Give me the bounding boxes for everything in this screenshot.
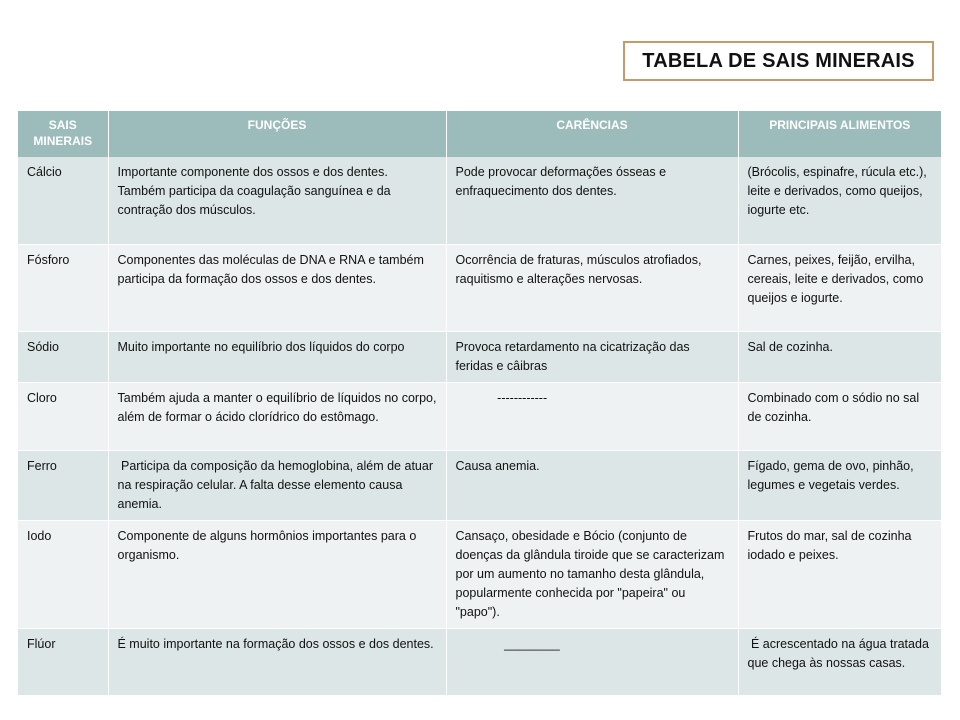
cell-alimentos: É acrescentado na água tratada que chega às nossas casas. (738, 628, 941, 695)
cell-funcoes: É muito importante na formação dos ossos e dos dentes. (108, 628, 446, 695)
header-funcoes: FUNÇÕES (108, 111, 446, 157)
table-row-calcio (18, 157, 941, 244)
cell-alimentos: Fígado, gema de ovo, pinhão, legumes e vegetais verdes. (738, 450, 941, 520)
cell-alimentos: Sal de cozinha. (738, 331, 941, 382)
cell-funcoes: Também ajuda a manter o equilíbrio de líquidos no corpo, além de formar o ácido clorídrico do estômago. (108, 382, 446, 450)
cell-alimentos: Carnes, peixes, feijão, ervilha, cereais, leite e derivados, como queijos e iogurte. (738, 244, 941, 331)
cell-mineral: Flúor (18, 628, 108, 695)
cell-carencias: Causa anemia. (446, 450, 738, 520)
cell-mineral: Iodo (18, 520, 108, 628)
table-row-iodo (18, 520, 941, 628)
table-row-sodio (18, 331, 941, 382)
cell-carencias: ________ (446, 628, 738, 695)
cell-mineral: Cloro (18, 382, 108, 450)
cell-funcoes: Componentes das moléculas de DNA e RNA e também participa da formação dos ossos e dos dentes. (108, 244, 446, 331)
table-row-fluor (18, 628, 941, 695)
cell-mineral: Fósforo (18, 244, 108, 331)
cell-carencias: ------------ (446, 382, 738, 450)
header-principais-alimentos: PRINCIPAIS ALIMENTOS (738, 111, 941, 157)
cell-funcoes: Muito importante no equilíbrio dos líquidos do corpo (108, 331, 446, 382)
table-row-fosforo (18, 244, 941, 331)
cell-mineral: Cálcio (18, 157, 108, 244)
cell-funcoes: Importante componente dos ossos e dos dentes. Também participa da coagulação sanguínea e da contração dos músculos. (108, 157, 446, 244)
cell-alimentos: Combinado com o sódio no sal de cozinha. (738, 382, 941, 450)
minerals-table (18, 111, 941, 696)
table-row-ferro (18, 450, 941, 520)
cell-funcoes: Participa da composição da hemoglobina, além de atuar na respiração celular. A falta desse elemento causa anemia. (108, 450, 446, 520)
cell-mineral: Sódio (18, 331, 108, 382)
cell-alimentos: (Brócolis, espinafre, rúcula etc.), leite e derivados, como queijos, iogurte etc. (738, 157, 941, 244)
header-sais-minerais: SAIS MINERAIS (18, 111, 108, 157)
cell-carencias: Cansaço, obesidade e Bócio (conjunto de doenças da glândula tiroide que se caracterizam por um aumento no tamanho desta glândula, popularmente conhecida por "papeira" ou "papo"). (446, 520, 738, 628)
cell-carencias: Pode provocar deformações ósseas e enfraquecimento dos dentes. (446, 157, 738, 244)
page-title: TABELA DE SAIS MINERAIS (623, 41, 934, 81)
cell-carencias: Provoca retardamento na cicatrização das feridas e câibras (446, 331, 738, 382)
cell-carencias: Ocorrência de fraturas, músculos atrofiados, raquitismo e alterações nervosas. (446, 244, 738, 331)
table-header-row (18, 111, 941, 157)
cell-alimentos: Frutos do mar, sal de cozinha iodado e peixes. (738, 520, 941, 628)
header-carencias: CARÊNCIAS (446, 111, 738, 157)
table-row-cloro (18, 382, 941, 450)
cell-mineral: Ferro (18, 450, 108, 520)
cell-funcoes: Componente de alguns hormônios importantes para o organismo. (108, 520, 446, 628)
